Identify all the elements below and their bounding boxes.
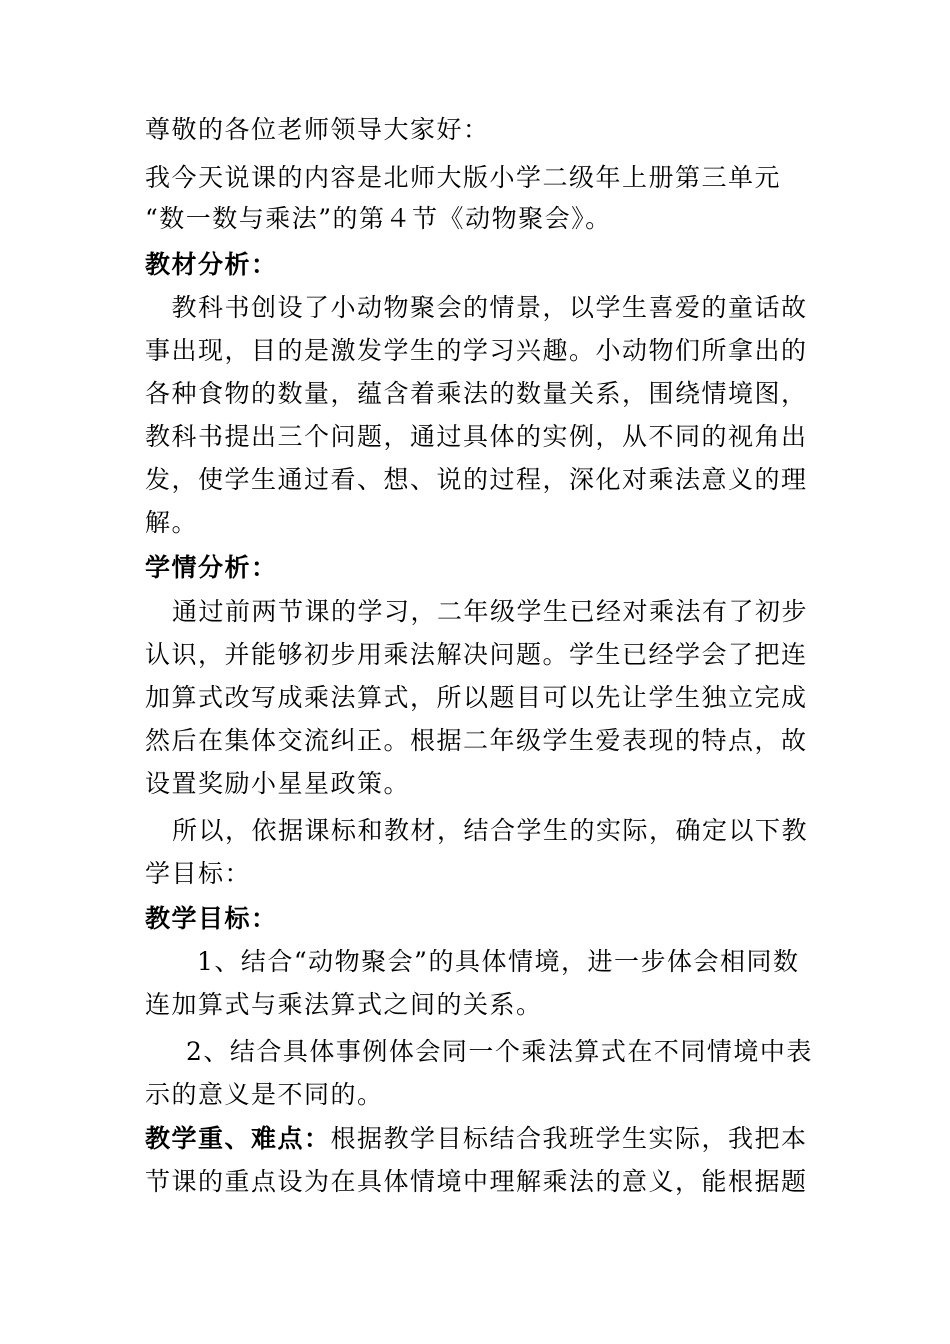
teaching-goal-2: 示的意义是不同的。 bbox=[145, 1080, 384, 1109]
key-points-line-1 bbox=[145, 1124, 825, 1154]
intro-line-1: 我今天说课的内容是北师大版小学二级年上册第三单元 bbox=[145, 163, 782, 192]
teaching-goal-2: 2、结合具体事例体会同一个乘法算式在不同情境中表 bbox=[186, 1037, 813, 1066]
intro-line-2: “数一数与乘法”的第４节《动物聚会》。 bbox=[145, 204, 612, 233]
teaching-goal-1: 1、结合“动物聚会”的具体情境，进一步体会相同数 bbox=[197, 947, 800, 976]
student-analysis-line: 认识，并能够初步用乘法解决问题。学生已经学会了把连 bbox=[145, 640, 808, 669]
teaching-goal-1: 连加算式与乘法算式之间的关系。 bbox=[145, 990, 543, 1019]
textbook-analysis-line: 教科书创设了小动物聚会的情景，以学生喜爱的童话故 bbox=[145, 293, 808, 322]
textbook-analysis-line: 教科书提出三个问题，通过具体的实例，从不同的视角出 bbox=[145, 422, 808, 451]
student-analysis-conclusion: 所以，依据课标和教材，结合学生的实际，确定以下教 bbox=[172, 816, 809, 845]
textbook-analysis-heading: 教材分析： bbox=[145, 250, 278, 279]
greeting: 尊敬的各位老师领导大家好： bbox=[145, 115, 490, 144]
student-analysis-conclusion: 学目标： bbox=[145, 859, 252, 888]
student-analysis-line: 设置奖励小星星政策。 bbox=[145, 769, 411, 798]
key-points-heading: 教学重、难点： bbox=[145, 1124, 331, 1153]
key-points-text: 根据教学目标结合我班学生实际，我把本 bbox=[330, 1124, 808, 1153]
student-analysis-line: 加算式改写成乘法算式，所以题目可以先让学生独立完成 bbox=[145, 683, 808, 712]
student-analysis-heading: 学情分析： bbox=[145, 553, 278, 582]
student-analysis-line: 然后在集体交流纠正。根据二年级学生爱表现的特点，故 bbox=[145, 726, 808, 755]
student-analysis-line: 通过前两节课的学习，二年级学生已经对乘法有了初步 bbox=[172, 597, 809, 626]
textbook-analysis-line: 发，使学生通过看、想、说的过程，深化对乘法意义的理 bbox=[145, 465, 808, 494]
key-points-line-2: 节课的重点设为在具体情境中理解乘法的意义，能根据题 bbox=[145, 1167, 808, 1196]
textbook-analysis-line: 解。 bbox=[145, 508, 199, 537]
textbook-analysis-line: 各种食物的数量，蕴含着乘法的数量关系，围绕情境图， bbox=[145, 379, 808, 408]
teaching-goals-heading: 教学目标： bbox=[145, 904, 278, 933]
textbook-analysis-line: 事出现，目的是激发学生的学习兴趣。小动物们所拿出的 bbox=[145, 336, 808, 365]
